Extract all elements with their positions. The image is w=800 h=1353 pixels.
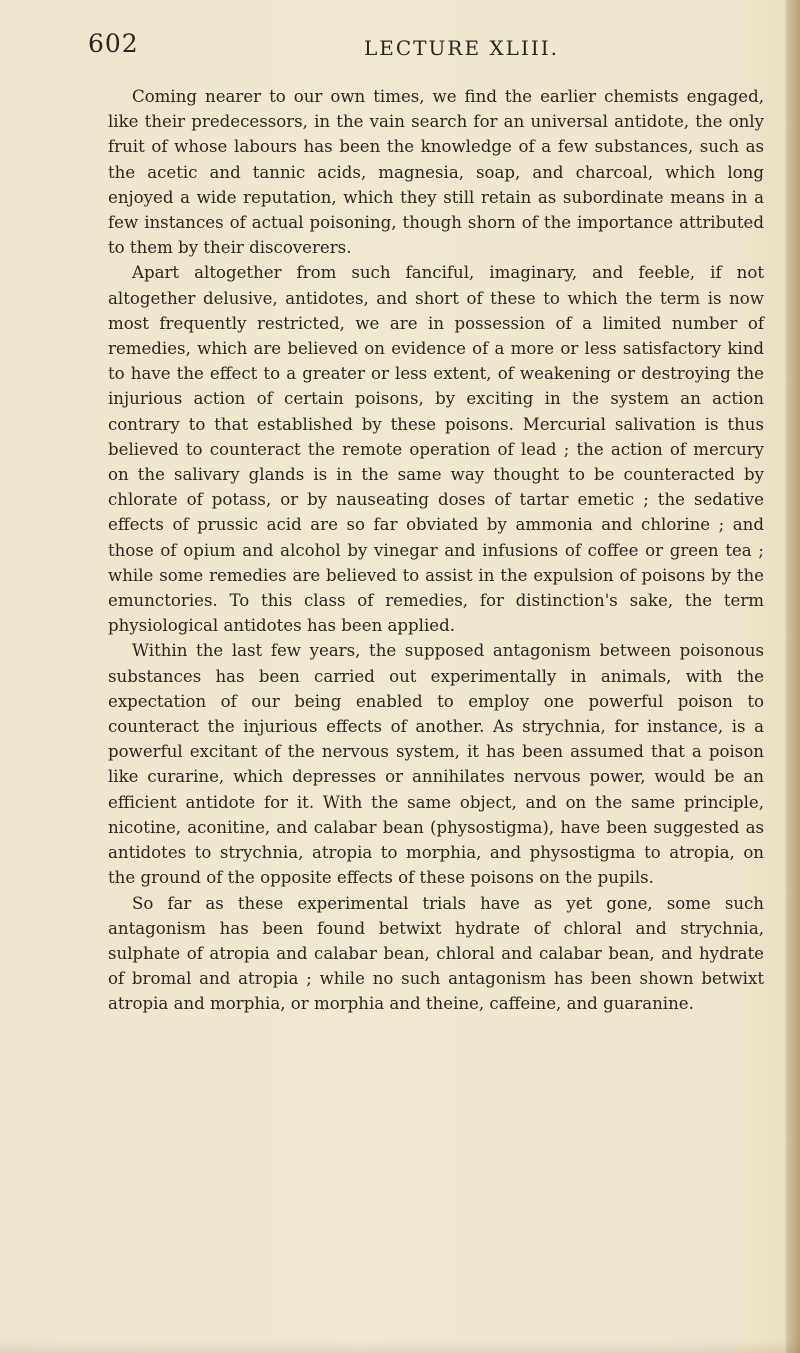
body-text xyxy=(108,84,764,1017)
paragraph: Within the last few years, the supposed antagonism between poisonous substances has been carried out experimentally in animals, with the expectation of our being enabled to employ one powerful poison to counteract the injurious effects of another. As strychnia, for instance, is a powerful excitant of the nervous system, it has been assumed that a poison like curarine, which depresses or annihilates nervous power, would be an efficient antidote for it. With the same object, and on the same principle, nicotine, aconitine, and calabar bean (physostigma), have been suggested as antidotes to strychnia, atropia to morphia, and physostigma to atropia, on the ground of the opposite effects of these poisons on the pupils. xyxy=(108,641,764,888)
paragraph: So far as these experimental trials have as yet gone, some such antagonism has been found betwixt hydrate of chloral and strychnia, sulphate of atropia and calabar bean, chloral and calabar bean, and hydrate of bromal and atropia ; while no such antagonism has been shown betwixt atropia and morphia, or morphia and theine, caffeine, and guaranine. xyxy=(108,893,764,1014)
paragraph: Apart altogether from such fanciful, imaginary, and feeble, if not altogether delusive, antidotes, and short of these to which the term is now most frequently restricted, we are in possession of a limited number of remedies, which are believed on evidence of a more or less satisfactory kind to have the effect to a greater or less extent, of weakening or destroying the injurious action of certain poisons, by exciting in the system an action contrary to that established by these poisons. Mercurial salivation is thus believed to counteract the remote operation of lead ; the action of mercury on the salivary glands is in the same way thought to be counteracted by chlorate of potass, or by nauseating doses of tartar emetic ; the sedative effects of prussic acid are so far obviated by ammonia and chlorine ; and those of opium and alcohol by vinegar and infusions of coffee or green tea ; while some remedies are believed to assist in the expulsion of poisons by the emunctories. To this class of remedies, for distinction's sake, the term physiological antidotes has been applied. xyxy=(108,263,764,636)
page-header xyxy=(0,24,800,64)
running-head: LECTURE XLIII. xyxy=(364,36,559,60)
paragraph: Coming nearer to our own times, we find the earlier chemists engaged, like their predecessors, in the vain search for an universal antidote, the only fruit of whose labours has been the knowledge of a few substances, such as the acetic and tannic acids, magnesia, soap, and charcoal, which long enjoyed a wide reputation, which they still retain as subordinate means in a few instances of actual poisoning, though shorn of the importance attributed to them by their discoverers. xyxy=(108,87,764,258)
page-edge xyxy=(786,0,800,1353)
page-bottom-shadow xyxy=(0,1341,800,1353)
page-number: 602 xyxy=(88,29,139,58)
